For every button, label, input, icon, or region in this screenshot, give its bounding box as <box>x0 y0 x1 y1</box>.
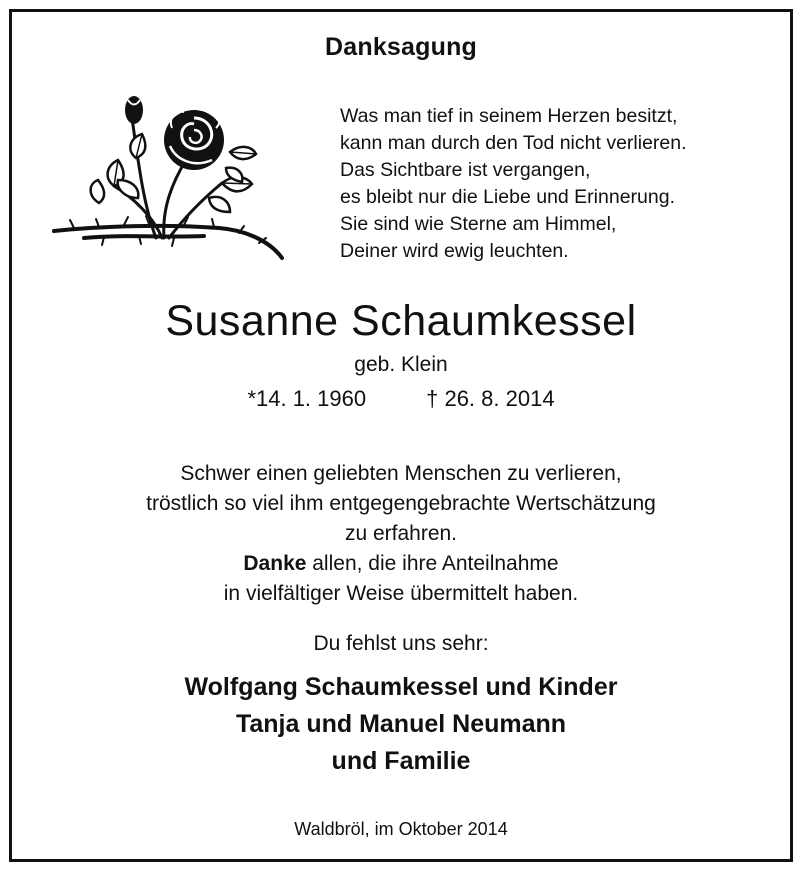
message-line: zu erfahren. <box>344 522 458 545</box>
signer-line: Tanja und Manuel Neumann <box>235 710 567 738</box>
signer-line: Wolfgang Schaumkessel und Kinder <box>184 673 618 701</box>
poem-line: Das Sichtbare ist vergangen, <box>340 159 591 181</box>
signers <box>12 669 790 780</box>
thanks-word: Danke <box>243 552 307 575</box>
message-line: Schwer einen geliebten Menschen zu verlieren, <box>180 462 622 485</box>
poem-line: Deiner wird ewig leuchten. <box>340 240 569 262</box>
thanks-line-2: in vielfältiger Weise übermittelt haben. <box>223 582 579 605</box>
poem-line: Sie sind wie Sterne am Himmel, <box>340 213 617 235</box>
rose-icon <box>44 88 284 264</box>
place-date: Waldbröl, im Oktober 2014 <box>294 819 508 839</box>
birth-date: *14. 1. 1960 <box>247 386 367 411</box>
message-line: tröstlich so viel ihm entgegengebrachte Wertschätzung <box>146 492 656 515</box>
life-dates <box>12 386 790 412</box>
poem-line: Was man tief in seinem Herzen besitzt, <box>340 105 678 127</box>
notice-frame <box>9 9 793 862</box>
poem <box>340 103 687 265</box>
death-date: † 26. 8. 2014 <box>426 386 555 411</box>
poem-line: es bleibt nur die Liebe und Erinnerung. <box>340 186 675 208</box>
heading: Danksagung <box>324 33 478 61</box>
miss-line: Du fehlst uns sehr: <box>313 632 489 655</box>
maiden-name: geb. Klein <box>354 353 448 376</box>
poem-line: kann man durch den Tod nicht verlieren. <box>340 132 687 154</box>
thank-you-message <box>12 459 790 609</box>
thanks-line <box>12 549 790 579</box>
signer-line: und Familie <box>331 747 471 775</box>
deceased-name: Susanne Schaumkessel <box>165 297 637 345</box>
thanks-rest: allen, die ihre Anteilnahme <box>306 552 559 575</box>
